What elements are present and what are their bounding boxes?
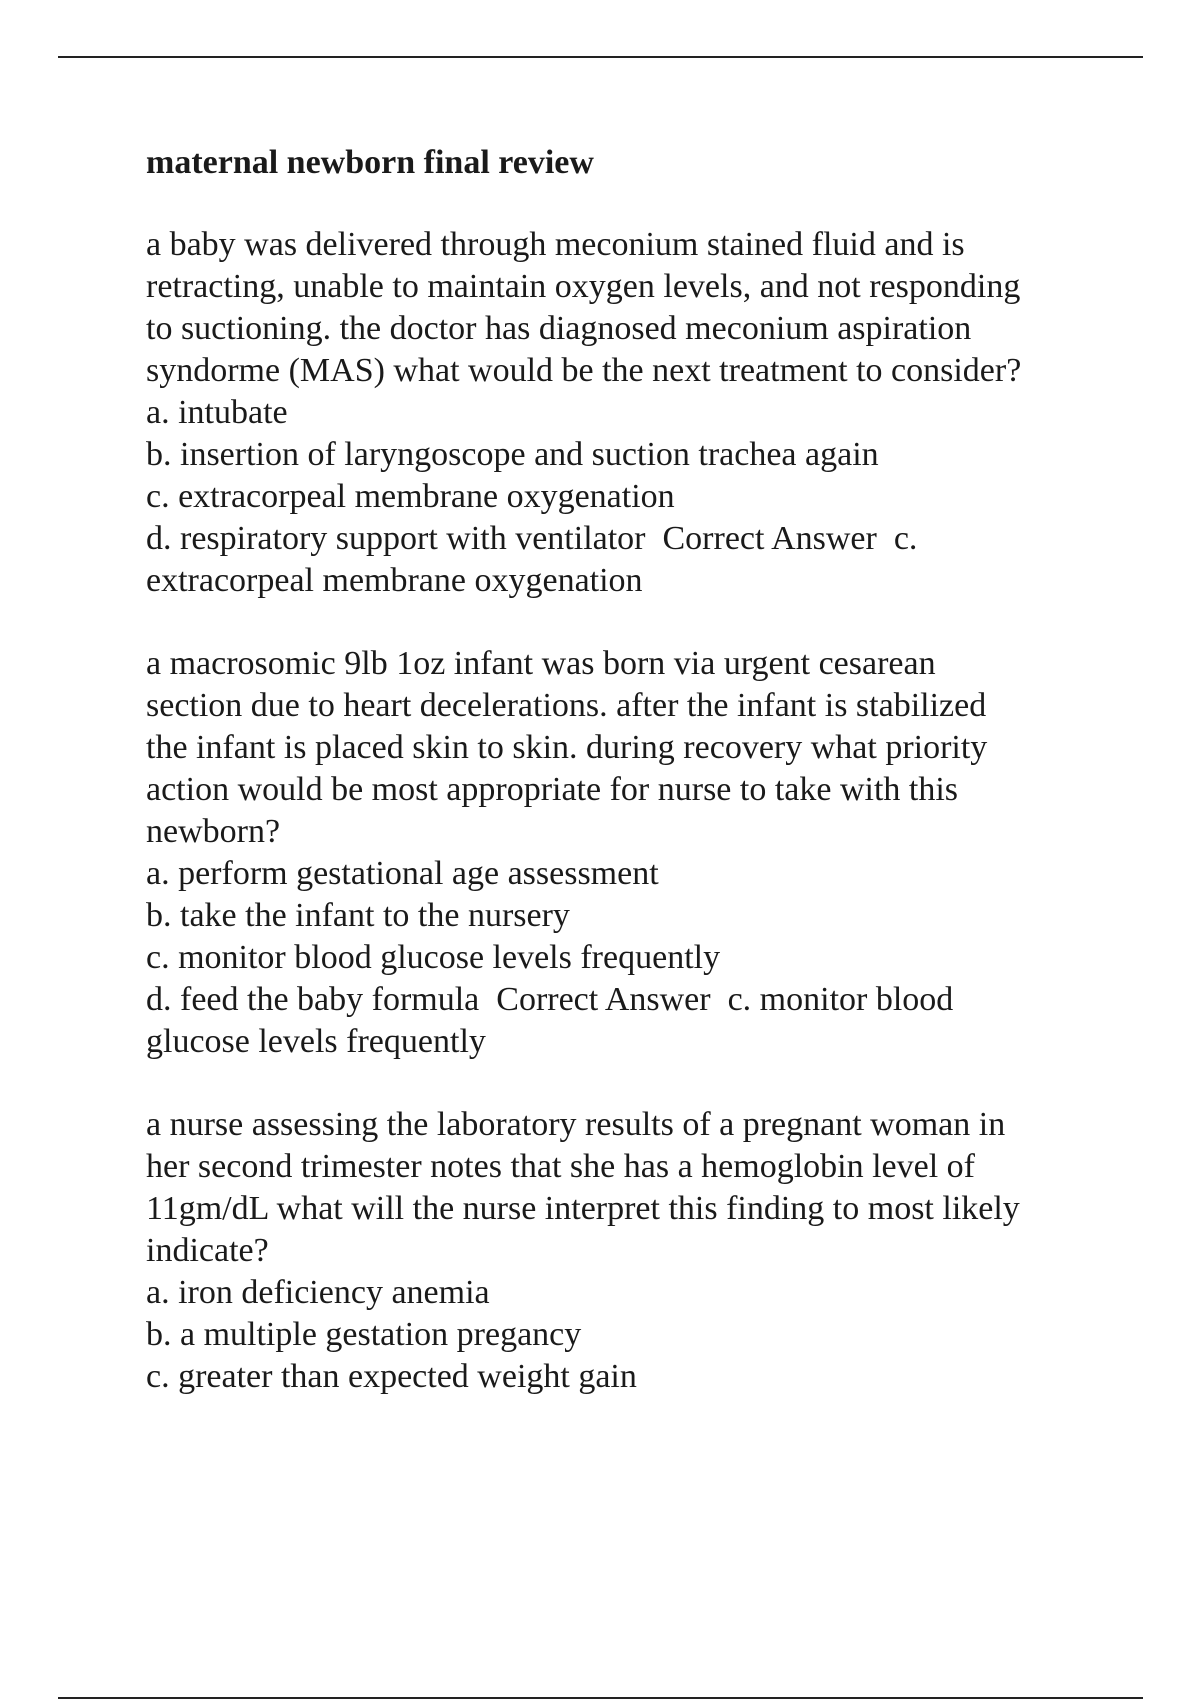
question-2-option-b: b. take the infant to the nursery <box>146 897 570 934</box>
question-2-line-1: a macrosomic 9lb 1oz infant was born via urgent cesarean <box>146 645 936 682</box>
question-3-option-b: b. a multiple gestation pregancy <box>146 1316 582 1353</box>
question-1-option-c: c. extracorpeal membrane oxygenation <box>146 478 675 515</box>
question-block-3 <box>146 1104 1146 1398</box>
question-1-option-b: b. insertion of laryngoscope and suction trachea again <box>146 436 879 473</box>
question-3-option-c: c. greater than expected weight gain <box>146 1358 637 1395</box>
question-1-line-2: retracting, unable to maintain oxygen levels, and not responding <box>146 268 1021 305</box>
question-1-line-1: a baby was delivered through meconium stained fluid and is <box>146 226 965 263</box>
question-3-option-a: a. iron deficiency anemia <box>146 1274 490 1311</box>
question-2-option-d-answer: d. feed the baby formula Correct Answer c. monitor blood <box>146 981 954 1018</box>
header-rule <box>58 56 1143 58</box>
question-2-line-5: newborn? <box>146 813 281 850</box>
question-3-line-3: 11gm/dL what will the nurse interpret this finding to most likely <box>146 1190 1020 1227</box>
document-title: maternal newborn final review <box>146 144 594 181</box>
question-2-option-c: c. monitor blood glucose levels frequently <box>146 939 721 976</box>
question-1-line-4: syndorme (MAS) what would be the next treatment to consider? <box>146 352 1022 389</box>
question-3-line-1: a nurse assessing the laboratory results of a pregnant woman in <box>146 1106 1006 1143</box>
footer-rule <box>58 1697 1143 1699</box>
question-2-option-a: a. perform gestational age assessment <box>146 855 659 892</box>
question-2-line-4: action would be most appropriate for nurse to take with this <box>146 771 959 808</box>
question-1-line-3: to suctioning. the doctor has diagnosed meconium aspiration <box>146 310 972 347</box>
question-2-line-3: the infant is placed skin to skin. during recovery what priority <box>146 729 988 766</box>
question-2-line-2: section due to heart decelerations. after the infant is stabilized <box>146 687 987 724</box>
question-2-answer-cont: glucose levels frequently <box>146 1023 486 1060</box>
document-body <box>146 142 1146 1439</box>
question-3-line-4: indicate? <box>146 1232 269 1269</box>
question-1-answer-cont: extracorpeal membrane oxygenation <box>146 562 643 599</box>
question-1-option-a: a. intubate <box>146 394 288 431</box>
question-3-line-2: her second trimester notes that she has a hemoglobin level of <box>146 1148 975 1185</box>
question-block-2 <box>146 643 1146 1063</box>
question-1-option-d-answer: d. respiratory support with ventilator Correct Answer c. <box>146 520 918 557</box>
question-block-1 <box>146 224 1146 602</box>
